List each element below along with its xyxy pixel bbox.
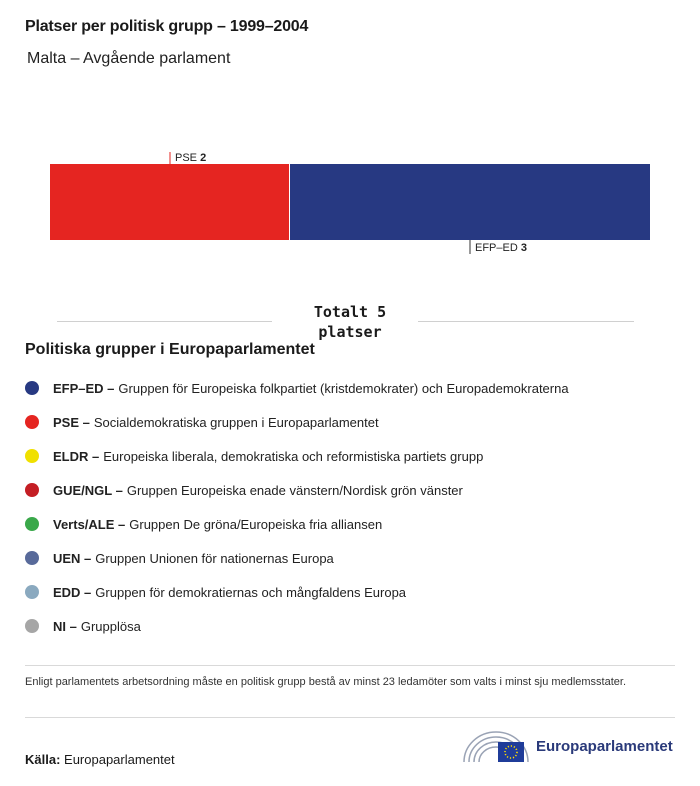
- legend-item: [25, 473, 569, 507]
- footnote: Enligt parlamentets arbetsordning måste en politisk grupp bestå av minst 23 ledamöter som valts i minst sju medlemsstater.: [25, 676, 626, 688]
- total-seats-label: [290, 302, 410, 342]
- legend-item: [25, 507, 569, 541]
- legend-item: [25, 371, 569, 405]
- legend-text: Gruppen Unionen för nationernas Europa: [95, 550, 334, 566]
- legend-dot-icon: [25, 551, 39, 565]
- legend-text: Socialdemokratiska gruppen i Europaparlamentet: [93, 414, 379, 430]
- legend-title: Politiska grupper i Europaparlamentet: [25, 341, 315, 358]
- divider-bottom: [25, 717, 675, 718]
- total-divider-left: [57, 321, 272, 322]
- legend-text: Grupplösa: [80, 618, 141, 634]
- legend-dot-icon: [25, 619, 39, 633]
- bar-data-label: [475, 242, 527, 254]
- legend-dot-icon: [25, 449, 39, 463]
- europarl-logo: [462, 728, 673, 764]
- legend-item: [25, 439, 569, 473]
- legend-text: Europeiska liberala, demokratiska och reformistiska partiets grupp: [103, 448, 484, 464]
- legend-dot-icon: [25, 415, 39, 429]
- legend-abbr: Verts/ALE –: [53, 516, 126, 532]
- bar-data-label-value: 3: [520, 242, 527, 254]
- legend-text: Gruppen för demokratiernas och mångfaldens Europa: [95, 584, 407, 600]
- total-divider-right: [418, 321, 634, 322]
- legend-item: [25, 609, 569, 643]
- legend-abbr: EFP–ED –: [53, 380, 115, 396]
- legend-abbr: EDD –: [53, 584, 92, 600]
- divider-top: [25, 665, 675, 666]
- legend-dot-icon: [25, 585, 39, 599]
- legend-text: Gruppen Europeiska enade vänstern/Nordisk grön vänster: [126, 482, 463, 498]
- source: [25, 752, 175, 767]
- chart-title: Platser per politisk grupp – 1999–2004: [25, 18, 309, 35]
- legend-item: [25, 405, 569, 439]
- source-label: Källa:: [25, 752, 61, 767]
- legend-item: [25, 541, 569, 575]
- total-seats-line2: platser: [318, 323, 382, 341]
- legend-item: [25, 575, 569, 609]
- total-seats-line1: Totalt 5: [313, 303, 387, 321]
- legend-abbr: NI –: [53, 618, 77, 634]
- source-value: Europaparlamentet: [64, 752, 175, 767]
- legend-text: Gruppen för Europeiska folkpartiet (kristdemokrater) och Europademokraterna: [118, 380, 569, 396]
- bar-data-label-value: 2: [200, 152, 207, 164]
- bar-segment-pse: [50, 164, 289, 240]
- legend-abbr: PSE –: [53, 414, 90, 430]
- bar-data-label-name: PSE: [175, 152, 201, 164]
- seats-bar-chart: [0, 140, 700, 270]
- legend-abbr: ELDR –: [53, 448, 100, 464]
- chart-subtitle: Malta – Avgående parlament: [27, 50, 231, 67]
- legend: [25, 371, 569, 643]
- legend-abbr: UEN –: [53, 550, 92, 566]
- bar-segment-efped: [290, 164, 650, 240]
- hemicycle-icon: [462, 728, 530, 764]
- legend-dot-icon: [25, 517, 39, 531]
- legend-text: Gruppen De gröna/Europeiska fria alliansen: [129, 516, 383, 532]
- legend-abbr: GUE/NGL –: [53, 482, 123, 498]
- legend-dot-icon: [25, 483, 39, 497]
- legend-dot-icon: [25, 381, 39, 395]
- logo-text: Europaparlamentet: [536, 737, 673, 755]
- bar-data-label: [175, 152, 206, 164]
- bar-data-label-name: EFP–ED: [475, 242, 521, 254]
